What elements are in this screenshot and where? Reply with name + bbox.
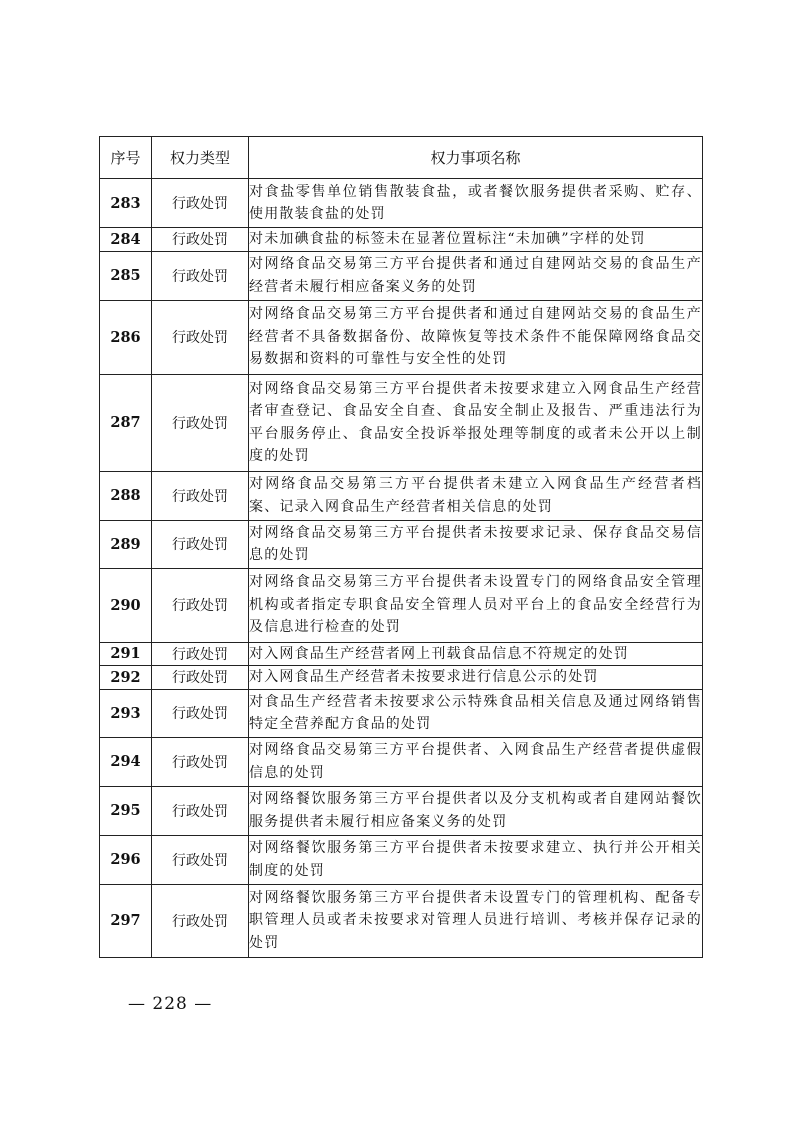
row-no: 295 <box>100 786 152 835</box>
table-row <box>100 642 703 666</box>
table-header-row <box>100 137 703 179</box>
row-type: 行政处罚 <box>152 642 249 666</box>
header-name: 权力事项名称 <box>249 137 703 179</box>
row-no: 284 <box>100 228 152 252</box>
row-no: 290 <box>100 568 152 642</box>
row-type: 行政处罚 <box>152 835 249 884</box>
row-type: 行政处罚 <box>152 300 249 374</box>
row-type: 行政处罚 <box>152 374 249 471</box>
row-name: 对未加碘食盐的标签未在显著位置标注“未加碘”字样的处罚 <box>249 228 703 252</box>
row-type: 行政处罚 <box>152 520 249 568</box>
row-type: 行政处罚 <box>152 786 249 835</box>
table-row <box>100 835 703 884</box>
table-row <box>100 374 703 471</box>
row-name: 对网络食品交易第三方平台提供者未按要求记录、保存食品交易信息的处罚 <box>249 520 703 568</box>
row-type: 行政处罚 <box>152 737 249 786</box>
row-type: 行政处罚 <box>152 179 249 228</box>
row-name: 对网络食品交易第三方平台提供者未建立入网食品生产经营者档案、记录入网食品生产经营者相关信息的处罚 <box>249 471 703 520</box>
row-name: 对食盐零售单位销售散装食盐，或者餐饮服务提供者采购、贮存、使用散装食盐的处罚 <box>249 179 703 228</box>
row-no: 285 <box>100 251 152 300</box>
row-type: 行政处罚 <box>152 251 249 300</box>
row-name: 对网络餐饮服务第三方平台提供者未设置专门的管理机构、配备专职管理人员或者未按要求对管理人员进行培训、考核并保存记录的处罚 <box>249 884 703 957</box>
row-no: 291 <box>100 642 152 666</box>
row-type: 行政处罚 <box>152 471 249 520</box>
row-name: 对食品生产经营者未按要求公示特殊食品相关信息及通过网络销售特定全营养配方食品的处罚 <box>249 689 703 737</box>
row-no: 293 <box>100 689 152 737</box>
header-type: 权力类型 <box>152 137 249 179</box>
row-name: 对入网食品生产经营者网上刊载食品信息不符规定的处罚 <box>249 642 703 666</box>
table-row <box>100 228 703 252</box>
row-no: 294 <box>100 737 152 786</box>
header-no: 序号 <box>100 137 152 179</box>
row-name: 对网络餐饮服务第三方平台提供者未按要求建立、执行并公开相关制度的处罚 <box>249 835 703 884</box>
row-type: 行政处罚 <box>152 689 249 737</box>
table-row <box>100 737 703 786</box>
table-row <box>100 300 703 374</box>
row-type: 行政处罚 <box>152 666 249 690</box>
row-type: 行政处罚 <box>152 228 249 252</box>
row-no: 297 <box>100 884 152 957</box>
row-no: 283 <box>100 179 152 228</box>
row-no: 288 <box>100 471 152 520</box>
row-name: 对网络食品交易第三方平台提供者未按要求建立入网食品生产经营者审查登记、食品安全自查、食品安全制止及报告、严重违法行为平台服务停止、食品安全投诉举报处理等制度的或者未公开以上制度的处罚 <box>249 374 703 471</box>
row-name: 对网络食品交易第三方平台提供者、入网食品生产经营者提供虚假信息的处罚 <box>249 737 703 786</box>
row-no: 292 <box>100 666 152 690</box>
table-row <box>100 251 703 300</box>
page-number: — 228 — <box>128 994 213 1014</box>
row-name: 对入网食品生产经营者未按要求进行信息公示的处罚 <box>249 666 703 690</box>
row-no: 286 <box>100 300 152 374</box>
table-row <box>100 666 703 690</box>
table-row <box>100 568 703 642</box>
row-no: 296 <box>100 835 152 884</box>
power-items-table <box>99 136 703 958</box>
row-name: 对网络食品交易第三方平台提供者和通过自建网站交易的食品生产经营者未履行相应备案义务的处罚 <box>249 251 703 300</box>
row-type: 行政处罚 <box>152 884 249 957</box>
row-no: 289 <box>100 520 152 568</box>
row-type: 行政处罚 <box>152 568 249 642</box>
table-row <box>100 179 703 228</box>
row-name: 对网络餐饮服务第三方平台提供者以及分支机构或者自建网站餐饮服务提供者未履行相应备案义务的处罚 <box>249 786 703 835</box>
row-name: 对网络食品交易第三方平台提供者和通过自建网站交易的食品生产经营者不具备数据备份、故障恢复等技术条件不能保障网络食品交易数据和资料的可靠性与安全性的处罚 <box>249 300 703 374</box>
row-name: 对网络食品交易第三方平台提供者未设置专门的网络食品安全管理机构或者指定专职食品安全管理人员对平台上的食品安全经营行为及信息进行检查的处罚 <box>249 568 703 642</box>
table-row <box>100 520 703 568</box>
table-row <box>100 471 703 520</box>
row-no: 287 <box>100 374 152 471</box>
table-row <box>100 689 703 737</box>
table-row <box>100 786 703 835</box>
table-row <box>100 884 703 957</box>
